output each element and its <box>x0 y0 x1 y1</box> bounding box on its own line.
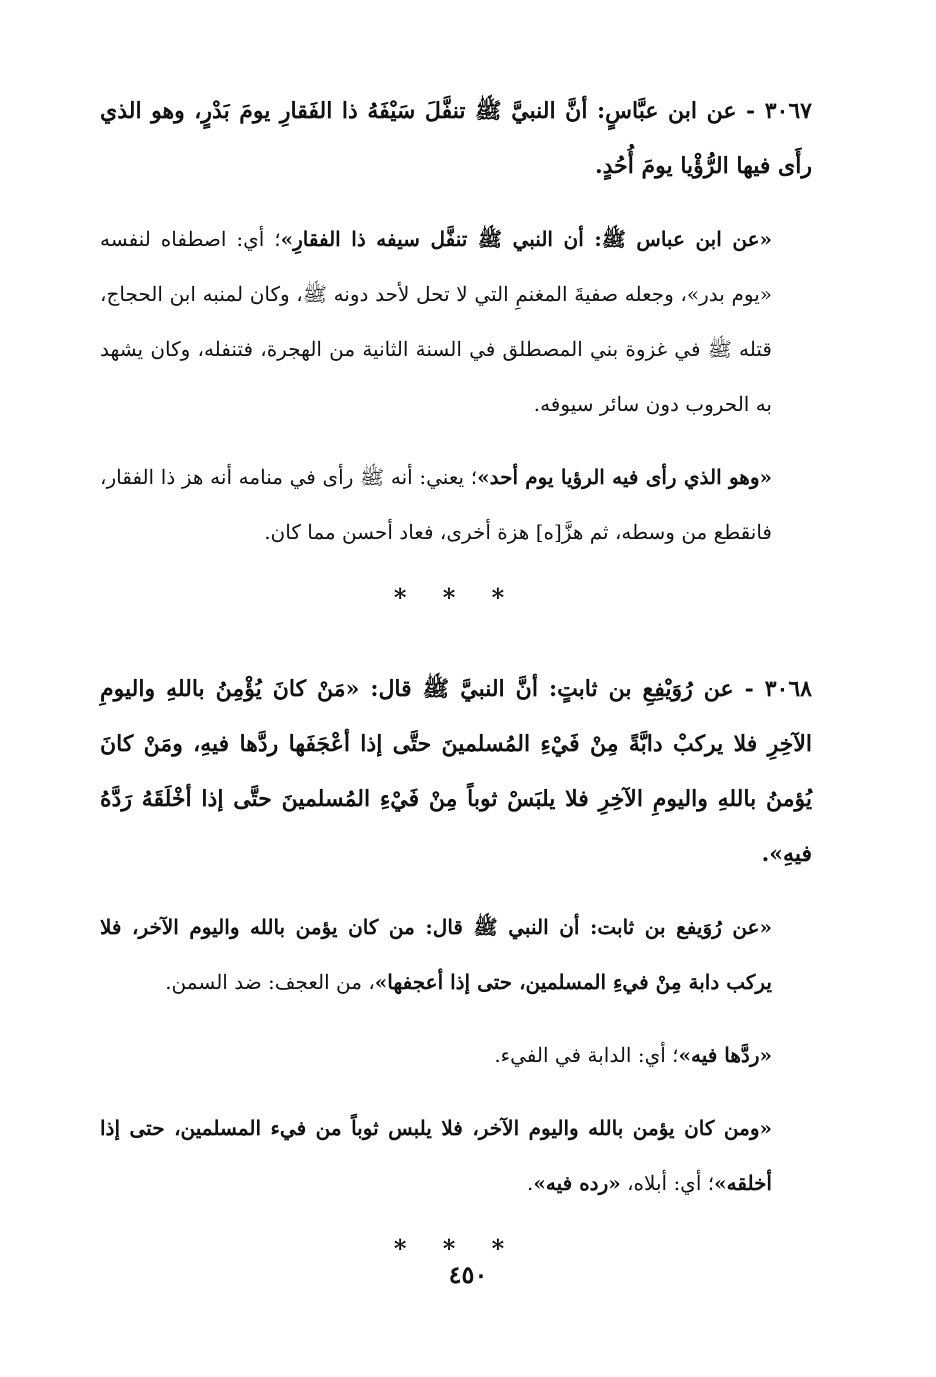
section-separator: * * * <box>393 583 519 612</box>
commentary-paragraph <box>100 1028 812 1083</box>
commentary-text: . <box>527 1171 534 1195</box>
commentary-text: ؛ أي: اصطفاه لنفسه «يوم بدر»، وجعله صفيةَ المغنمِ التي لا تحل لأحد دونه ﷺ، وكان لمنبه ابن الحجاج، قتله ﷺ في غزوة بني المصطلق في السنة الثانية من الهجرة، فتنفله، وكان يشهد به الحروب دون سائر سيوفه. <box>100 227 772 416</box>
page-body <box>100 84 812 1313</box>
hadith-number: ٣٠٦٧ <box>764 98 812 124</box>
page-number: ٤٥٠ <box>448 1260 488 1289</box>
commentary-quote: «وهو الذي رأى فيه الرؤيا يوم أحد» <box>477 465 772 489</box>
commentary-quote: «ردَّها فيه» <box>678 1043 772 1067</box>
hadith-text: - عن رُوَيْفِعِ بن ثابتٍ: أنَّ النبيَّ ﷺ قال: «مَنْ كانَ يُؤْمِنُ باللهِ واليومِ الآخِرِ فلا يركبْ دابَّةً مِنْ فَيْءِ المُسلمينَ حتَّى إذا أعْجَفَها ردَّها فيهِ، ومَنْ كانَ يُؤمنُ باللهِ واليومِ الآخِرِ فلا يلبَسْ ثوباً مِنْ فَيْءِ المُسلمينَ حتَّى إذا أخْلَقَهُ رَدَّهُ فيهِ». <box>100 676 812 867</box>
commentary-text: ؛ يعني: أنه ﷺ رأى في منامه أنه هز ذا الفقار، فانقطع من وسطه، ثم هزَّ[ه] هزة أخرى، فعاد أحسن مما كان. <box>100 465 772 544</box>
commentary-paragraph <box>100 1101 812 1211</box>
commentary-text: ؛ أي: الدابة في الفيء. <box>494 1043 679 1067</box>
commentary-paragraph <box>100 450 812 560</box>
commentary-paragraph <box>100 212 812 432</box>
hadith-3068 <box>100 662 812 882</box>
commentary-text: ، من العجف: ضد السمن. <box>165 970 375 994</box>
commentary-quote: «عن رُوَيفع بن ثابت: أن النبي ﷺ قال: من كان يؤمن بالله واليوم الآخر، فلا يركب دابة مِنْ فيءِ المسلمين، حتى إذا أعجفها» <box>100 915 772 994</box>
section-separator: * * * <box>393 1234 519 1263</box>
hadith-number: ٣٠٦٨ <box>764 676 812 702</box>
commentary-paragraph <box>100 900 812 1010</box>
commentary-text: ؛ أي: أبلاه، <box>620 1171 715 1195</box>
commentary-quote: «رده فيه» <box>533 1171 621 1195</box>
hadith-text: - عن ابن عبَّاسٍ: أنَّ النبيَّ ﷺ تنفَّلَ سَيْفَهُ ذا الفَقارِ يومَ بَدْرٍ، وهو الذي رأَى فيها الرُّؤْيا يومَ أُحُدٍ. <box>100 98 812 179</box>
commentary-quote: «عن ابن عباس ﷺ: أن النبي ﷺ تنفَّل سيفه ذا الفقارِ» <box>280 227 773 251</box>
commentary-quote: «ومن كان يؤمن بالله واليوم الآخر، فلا يلبس ثوباً من فيء المسلمين، حتى إذا أخلقه» <box>100 1116 772 1195</box>
hadith-3067 <box>100 84 812 194</box>
